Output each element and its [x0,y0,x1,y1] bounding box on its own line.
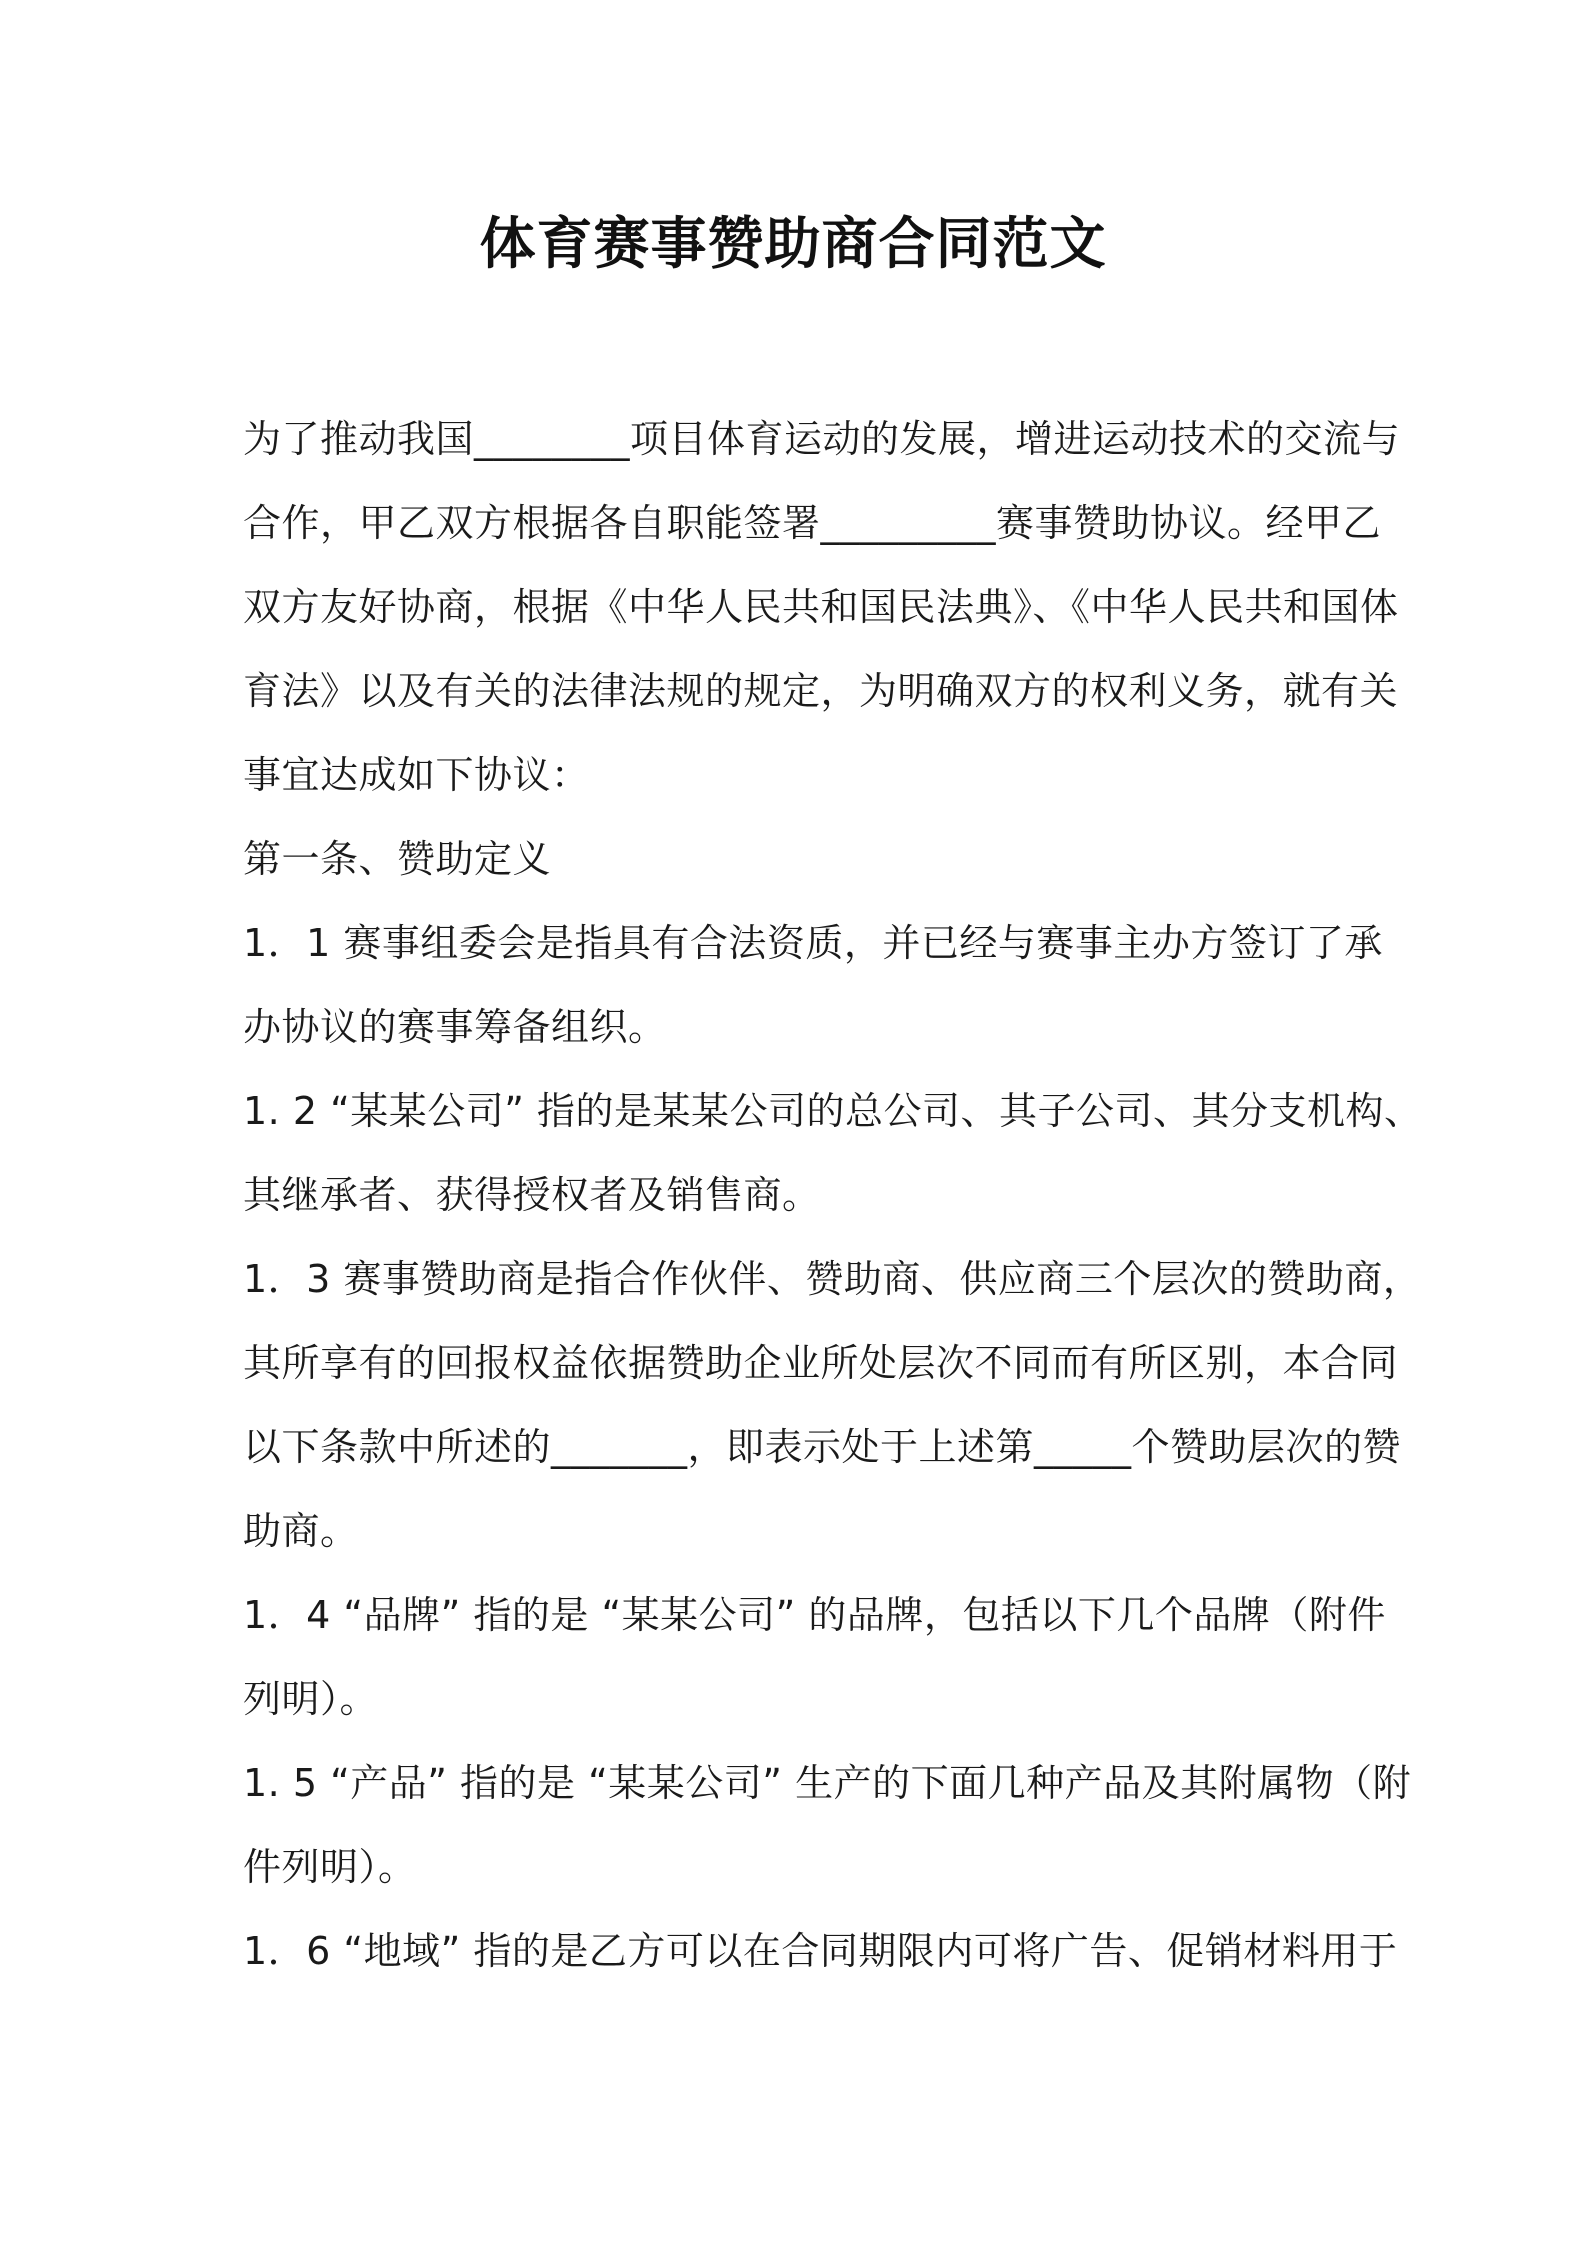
body-line: 以下条款中所述的_______，即表示处于上述第_____个赞助层次的赞 [243,1425,1402,1469]
body-line: 双方友好协商，根据《中华人民共和国民法典》、《中华人民共和国体 [243,585,1399,629]
body-line: 为了推动我国________项目体育运动的发展，增进运动技术的交流与 [243,417,1401,461]
body-line: 助商。 [243,1509,359,1553]
body-line: 其继承者、获得授权者及销售商。 [243,1173,821,1217]
body-line: 事宜达成如下协议： [243,753,590,797]
body-line: 1．6 “地域” 指的是乙方可以在合同期限内可将广告、促销材料用于 [243,1929,1398,1973]
body-line: 1．4 “品牌” 指的是 “某某公司” 的品牌，包括以下几个品牌（附件 [243,1593,1386,1637]
body-line: 件列明）。 [243,1845,417,1889]
body-line: 其所享有的回报权益依据赞助企业所处层次不同而有所区别，本合同 [243,1341,1399,1385]
body-line: 1. 5 “产品” 指的是 “某某公司” 生产的下面几种产品及其附属物（附 [243,1761,1412,1805]
body-line: 1．1 赛事组委会是指具有合法资质，并已经与赛事主办方签订了承 [243,921,1383,965]
document-body [243,397,1423,1993]
body-line: 办协议的赛事筹备组织。 [243,1005,667,1049]
section-heading: 第一条、赞助定义 [243,837,552,881]
document-title: 体育赛事赞助商合同范文 [479,212,1107,277]
body-line: 合作，甲乙双方根据各自职能签署_________赛事赞助协议。经甲乙 [243,501,1382,545]
body-line: 育法》以及有关的法律法规的规定，为明确双方的权利义务，就有关 [243,669,1399,713]
body-line: 列明）。 [243,1677,379,1721]
body-line: 1. 2 “某某公司” 指的是某某公司的总公司、其子公司、其分支机构、 [243,1089,1423,1133]
body-line: 1．3 赛事赞助商是指合作伙伴、赞助商、供应商三个层次的赞助商， [243,1257,1422,1301]
